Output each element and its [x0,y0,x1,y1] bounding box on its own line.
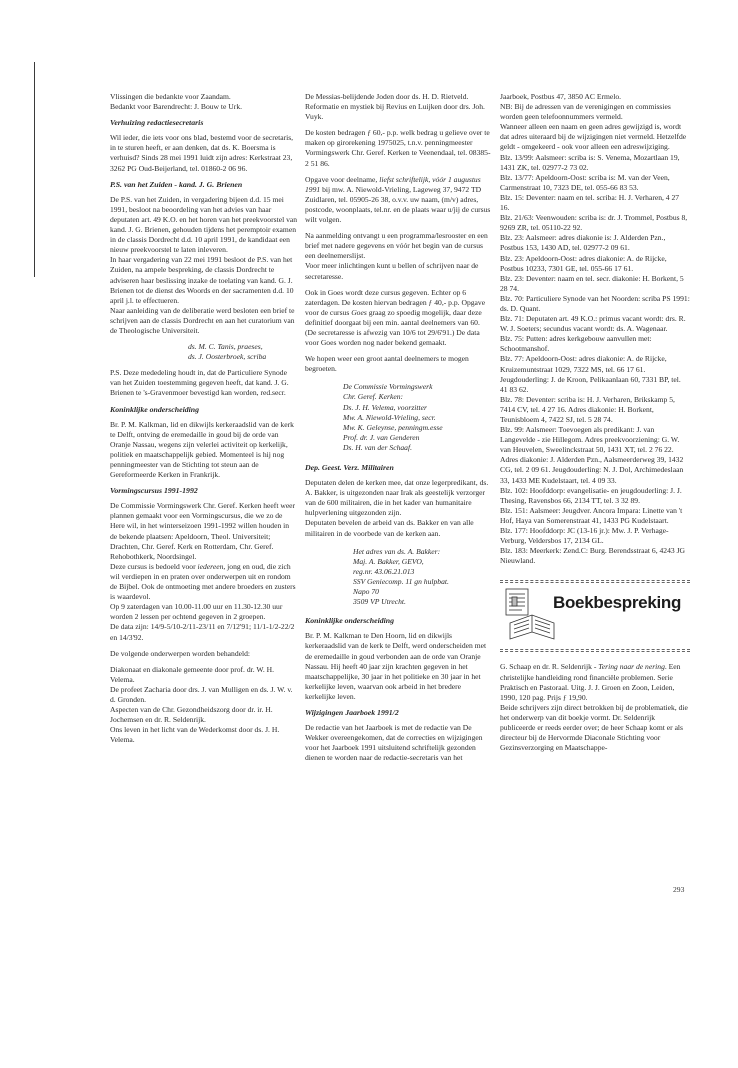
topic-list-continued [305,92,493,122]
dashed-rule [500,651,690,652]
paragraph: Jaarboek, Postbus 47, 3850 AC Ermelo. [500,92,622,101]
emphasis: Goes [351,307,367,317]
paragraph: De P.S. van het Zuiden, in vergadering bijeen d.d. 15 mei 1991, besloot na beoordeling van het advies van haar deputaten art. 49 K.O. en het horen van het preekvoorstel van kand. J. G. Brienen, gehouden tijdens het peremptoir examen in de classis Dordrecht d.d. 10 april 1991, de kandidaat een nieuw preekvoorstel te laten inleveren. [110,194,298,255]
paragraph: Beide schrijvers zijn direct betrokken bij de problematiek, die het onderwerp van dit boekje vormt. Dr. Seldenrijk publiceerde er reeds eerder over; de heer Schaap komt er als directeur bij de Hervormde Diaconale Stichting voor Gezinsverzorging en Maatschappe- [500,702,688,753]
paragraph: De data zijn: 14/9-5/10-2/11-23/11 en 7/12'91; 11/1-1/2-22/2 en 14/3'92. [110,622,295,642]
topic-item: Diakonaat en diakonale gemeente door prof. dr. W. H. Velema. [110,664,276,684]
signature-line: Ds. J. H. Velema, voorzitter [343,402,427,412]
signature-line: Chr. Geref. Kerken: [343,392,404,402]
column-3 [500,92,690,759]
paragraph: Deputaten delen de kerken mee, dat onze legerpredikant, ds. A. Bakker, is uitgezonden naar Irak als geestelijk verzorger van de 600 militairen, die in het kader van humanitaire hulpverlening uitgezonden zijn. [305,478,489,518]
page-margin-rule [34,62,35,277]
topic-item: Aspecten van de Chr. Gezondheidszorg door dr. ir. H. Jochemsen en dr. R. Seldenrijk. [110,705,275,725]
text-run: G. Schaap en dr. R. Seldenrijk - [500,662,599,672]
paragraph: NB: Bij de adressen van de verenigingen en commissies worden geen telefoonnummers vermeld. [500,102,671,122]
address-line: SSV Geniecomp. 11 gn hulpbat. [353,576,449,586]
section-heading: Vormingscursus 1991-1992 [110,486,198,496]
text-run: Ook in Goes wordt deze cursus gegeven. Echter op 6 zaterdagen. De kosten hiervan bedragen ƒ 40,- p.p. Opgave voor de cursus [305,287,486,317]
section-heading: Dep. Geest. Verz. Militairen [305,463,394,472]
correction-item: Blz. 151: Aalsmeer: Jeugdver. Ancora Impara: Linette van 't Hof, Haya van Somerenstraat 41, 1433 PG Kudelstaart. [500,505,685,525]
correction-item: Blz. 70: Particuliere Synode van het Noorden: scriba PS 1991: ds. D. Quant. [500,293,692,313]
paragraph: Naar aanleiding van de deliberatie werd besloten een brief te schrijven aan de classis Dordrecht en aan het curatorium van de Theologische Universiteit. [110,305,295,335]
section-heading: Verhuizing redactiesecretaris [110,118,204,128]
correction-item: Blz. 77: Apeldoorn-Oost: adres diakonie: A. de Rijcke, Kruizemuntstraat 1029, 7322 MS, tel. 66 17 61. Jeugdouderling: J. de Kroon, Pelikaanlaan 60, 7331 BP, tel. 41 83 62. [500,354,683,394]
correction-item: Blz. 23: Deventer: naam en tel. secr. diakonie: H. Borkent, 5 28 74. [500,273,686,293]
signature-block [110,342,298,362]
text-run: , jong en oud, die zich wil verdiepen in en praten over onderwerpen uit en rondom de Bijbel. Ook de ontmoeting met andere broeders en zusters is waardevol. [110,561,296,602]
address-block [305,547,493,608]
page-number: 293 [673,885,685,894]
text-run: Deze cursus is bedoeld voor [110,561,198,571]
review-citation [500,662,690,702]
paragraph [305,175,493,225]
paragraph: In haar vergadering van 22 mei 1991 besloot de P.S. van het Zuiden, na ampele bespreking, de classis Dordrecht te adviseren haar beslissing inzake de toelating van kand. G. J. Brienen tot de dienst des Woords en der sacramenten d.d. 10 april j.l. te effectueren. [110,255,294,305]
paragraph: Na aanmelding ontvangt u een programma/lesrooster en een brief met nadere gegevens en vóór het begin van de cursus een deelnemerslijst. [305,231,488,261]
signature-line: De Commissie Vormingswerk [343,382,433,392]
dashed-rule [500,649,690,650]
section-heading: Wijzigingen Jaarboek 1991/2 [305,707,399,717]
paragraph: P.S. Deze mededeling houdt in, dat de Particuliere Synode van het Zuiden toestemming gegeven heeft, dat kand. J. G. Brienen te 's-Gravenmoer bevestigd kan worden, red.secr. [110,368,289,398]
paragraph: De kosten bedragen ƒ 60,- p.p. welk bedrag u gelieve over te maken op girorekening 1975025, t.n.v. penningmeester Vormingswerk Chr. Geref. Kerken te Veenendaal, tel. 08385-2 51 86. [305,128,491,168]
paragraph: Br. P. M. Kalkman, lid en dikwijls kerkeraadslid van de kerk te Delft, ontving de eremedaille in goud bij de orde van Oranje Nassau, wegens zijn velerlei activiteit op kerkelijk, politiek en maatschappelijk gebied. Momenteel is hij nog penningmeester van de Stichting tot steun aan de Gereformeerde Kerken in Frankrijk. [110,419,294,480]
correction-item: Blz. 99: Aalsmeer: Toevoegen als predikant: J. van Langevelde - zie Hillegom. Adres preekvoorziening: G. W. van Heuvelen, Sweelinckstraat 50, 1431 XT, tel. 2 76 22. Adres diakonie: J. Alderden Pzn., Aalsmeerderweg 39, 1432 CG, tel. 2 09 61. Jeugdouderling: N. J. Dol, Archimedeslaan 33, 1433 ME Kudelstaart, tel. 4 09 33. [500,425,686,485]
address-line: 3509 VP Utrecht. [353,597,406,607]
paragraph [110,562,298,602]
column-2 [305,92,493,769]
signature-line: ds. M. C. Tanis, praeses, [188,342,263,352]
topic-list [110,665,298,746]
dashed-rule [500,580,690,581]
commission-signature [305,382,493,453]
paragraph: Wil ieder, die iets voor ons blad, bestemd voor de secretaris, in te sturen heeft, er aan denken, dat ds. K. Boersma is verhuisd? Sinds 28 mei 1991 luidt zijn adres: Kerkstraat 23, 3262 PG Oud-Beijerland, tel. 01860-2 06 96. [110,133,294,173]
address-line: reg.nr. 43.06.21.013 [353,566,415,576]
book-title: Tering naar de nering [598,662,665,672]
correction-item: Blz. 13/77: Apeldoorn-Oost: scriba is: M. van der Veen, Carmenstraat 10, 7323 DE, tel. 055-66 83 53. [500,172,672,192]
correction-item: Blz. 102: Hoofddorp: evangelisatie- en jeugdouderling: J. J. Thesing, Ravensbos 66, 2134 TT, tel. 3 32 89. [500,485,684,505]
paragraph: Wanneer alleen een naam en geen adres gewijzigd is, wordt dat adres uiteraard bij de wijzigingen niet vermeld. Hetzelfde geldt - omgekeerd - ook voor alleen een adreswijziging. [500,122,687,152]
address-line: Het adres van ds. A. Bakker: [353,546,441,556]
intro-line: Bedankt voor Barendrecht: J. Bouw te Urk. [110,102,243,112]
address-line: Maj. A. Bakker, GEVO, [353,556,424,566]
topic-item: De profeet Zacharia door drs. J. van Mulligen en ds. J. W. v. d. Gronden. [110,684,295,704]
paragraph [305,288,493,349]
dashed-rule [500,582,690,583]
text-run: . Een christelijke handleiding rond financiële problemen. Serie Praktisch en Pastoraal. Uitg. J. J. Groen en Zoon, Leiden, 1990, 120 pag. Prijs ƒ 19,90. [500,662,681,702]
text-run: Opgave voor deelname, [305,174,380,184]
paragraph: Br. P. M. Kalkman te Den Hoorn, lid en dikwijls kerkeraadslid van de kerk te Delft, werd onderscheiden met de eremedaille in goud verbonden aan de orde van Oranje Nassau. Hij heeft 40 jaar zijn krachten gegeven in het maatschappelijke, 30 jaar in het politieke en 30 jaar in het kerkelijke leven, waarvan ook arbeid in het bredere kerkelijke leven. [305,631,487,701]
paragraph: De volgende onderwerpen worden behandeld: [110,648,251,658]
paragraph: Deputaten bevelen de arbeid van ds. Bakker en van alle militairen in de voorbede van de kerken aan. [305,518,474,538]
corrections-list [500,153,690,567]
signature-line: Ds. H. van der Schaaf. [343,442,412,452]
review-heading: Boekbespreking [553,593,682,613]
correction-item: Blz. 177: Hoofddorp: JC (13-16 jr.): Mw. J. P. Verhage-Verburg, Veldersbos 17, 2134 GL. [500,526,669,546]
intro-line: Vlissingen die bedankte voor Zaandam. [110,92,231,101]
review-divider [500,649,690,652]
signature-line: Prof. dr. J. van Genderen [343,432,420,442]
text-run: bij mw. A. Niewold-Vrieling, Lageweg 37, 9472 TD Zuidlaren, tel. 05905-26 38, o.v.v. uw naam, (m/v) adres, postcode, woonplaats, tel.nr. en de plaats waar u/jij de cursus wilt volgen. [305,184,491,225]
topic-item: Ons leven in het licht van de Wederkomst door ds. J. H. Velema. [110,725,282,745]
signature-line: ds. J. Oosterbroek, scriba [188,352,267,362]
column-1 [110,92,298,751]
correction-item: Blz. 71: Deputaten art. 49 K.O.: primus vacant wordt: drs. R. W. J. Soeters; secundus vacant wordt: ds. A. Wagenaar. [500,314,688,334]
paragraph: Voor meer inlichtingen kunt u bellen of schrijven naar de secretaresse. [305,261,479,281]
correction-item: Blz. 23: Apeldoorn-Oost: adres diakonie: A. de Rijcke, Postbus 10233, 7301 GE, tel. 055-66 17 61. [500,253,669,273]
section-heading: P.S. van het Zuiden - kand. J. G. Brienen [110,179,243,189]
correction-item: Blz. 75: Putten: adres kerkgebouw aanvullen met: Schootmanshof. [500,334,654,354]
review-header [500,585,690,645]
paragraph: We hopen weer een groot aantal deelnemers te mogen begroeten. [305,354,469,374]
paragraph: De redactie van het Jaarboek is met de redactie van De Wekker overeengekomen, dat de correcties en wijzigingen voor het Jaarboek 1991 uitsluitend schriftelijk gezonden dienen te worden naar de redactie-secretaris van het [305,723,483,763]
section-heading: Koninklijke onderscheiding [305,616,395,626]
paragraph: Op 9 zaterdagen van 10.00-11.00 uur en 11.30-12.30 uur worden 2 lessen per ochtend gegeven in 2 groepen. [110,602,283,622]
correction-item: Blz. 15: Deventer: naam en tel. scriba: H. J. Verharen, 4 27 16. [500,192,682,213]
emphasis: liefst schriftelijk, vóór 1 augustus 1991 [305,174,481,194]
correction-item: Blz. 183: Meerkerk: Zend.C: Burg. Berendsstraat 6, 4243 JG Nieuwland. [500,546,687,566]
topic-item: De Messias-belijdende Joden door ds. H. D. Rietveld. [305,92,469,101]
text-run: graag zo spoedig mogelijk, daar deze definitief doorgaat bij een min. aantal deelnemers van 60. (De secretaresse is afwezig van 10/6 tot 29/6'91.) De data voor Goes worden nog nader bekend gemaakt. [305,307,482,348]
emphasis: iedereen [197,561,224,571]
correction-item: Blz. 21/63: Veenwouden: scriba is: dr. J. Trommel, Postbus 8, 9269 ZR, tel. 05110-22 92. [500,213,690,233]
correction-item: Blz. 23: Aalsmeer: adres diakonie is: J. Alderden Pzn., Postbus 153, 1430 AD, tel. 02977-2 09 61. [500,233,668,253]
section-heading: Koninklijke onderscheiding [110,404,200,414]
review-divider [500,580,690,583]
signature-line: Mw. A. Niewold-Vrieling, secr. [343,412,436,422]
topic-item: Reformatie en mystiek bij Revius en Luijken door drs. Joh. Vuyk. [305,102,487,122]
paragraph: De Commissie Vormingswerk Chr. Geref. Kerken heeft weer plannen gemaakt voor een Vormingscursus, die we zo de Here wil, in het winterseizoen 1991-1992 willen houden in de bekende plaatsen: Apeldoorn, Theol. Universiteit; Drachten, Chr. Geref. Kerk en Rotterdam, Chr. Geref. Rehobothkerk, Noordsingel. [110,501,296,561]
correction-item: Blz. 13/99: Aalsmeer: scriba is: S. Venema, Mozartlaan 19, 1431 ZK, tel. 02977-2 73 02. [500,152,682,172]
intro-paragraph [110,92,298,112]
signature-line: Mw. K. Geleynse, penningm.esse [343,422,443,432]
address-line: Napo 70 [353,587,379,597]
correction-item: Blz. 78: Deventer: scriba is: H. J. Verharen, Brikskamp 5, 7414 CV, tel. 4 27 16. Adres diakonie: H. Borkent, Teunisbloem 4, 7422 SJ, tel. 5 28 74. [500,394,677,424]
